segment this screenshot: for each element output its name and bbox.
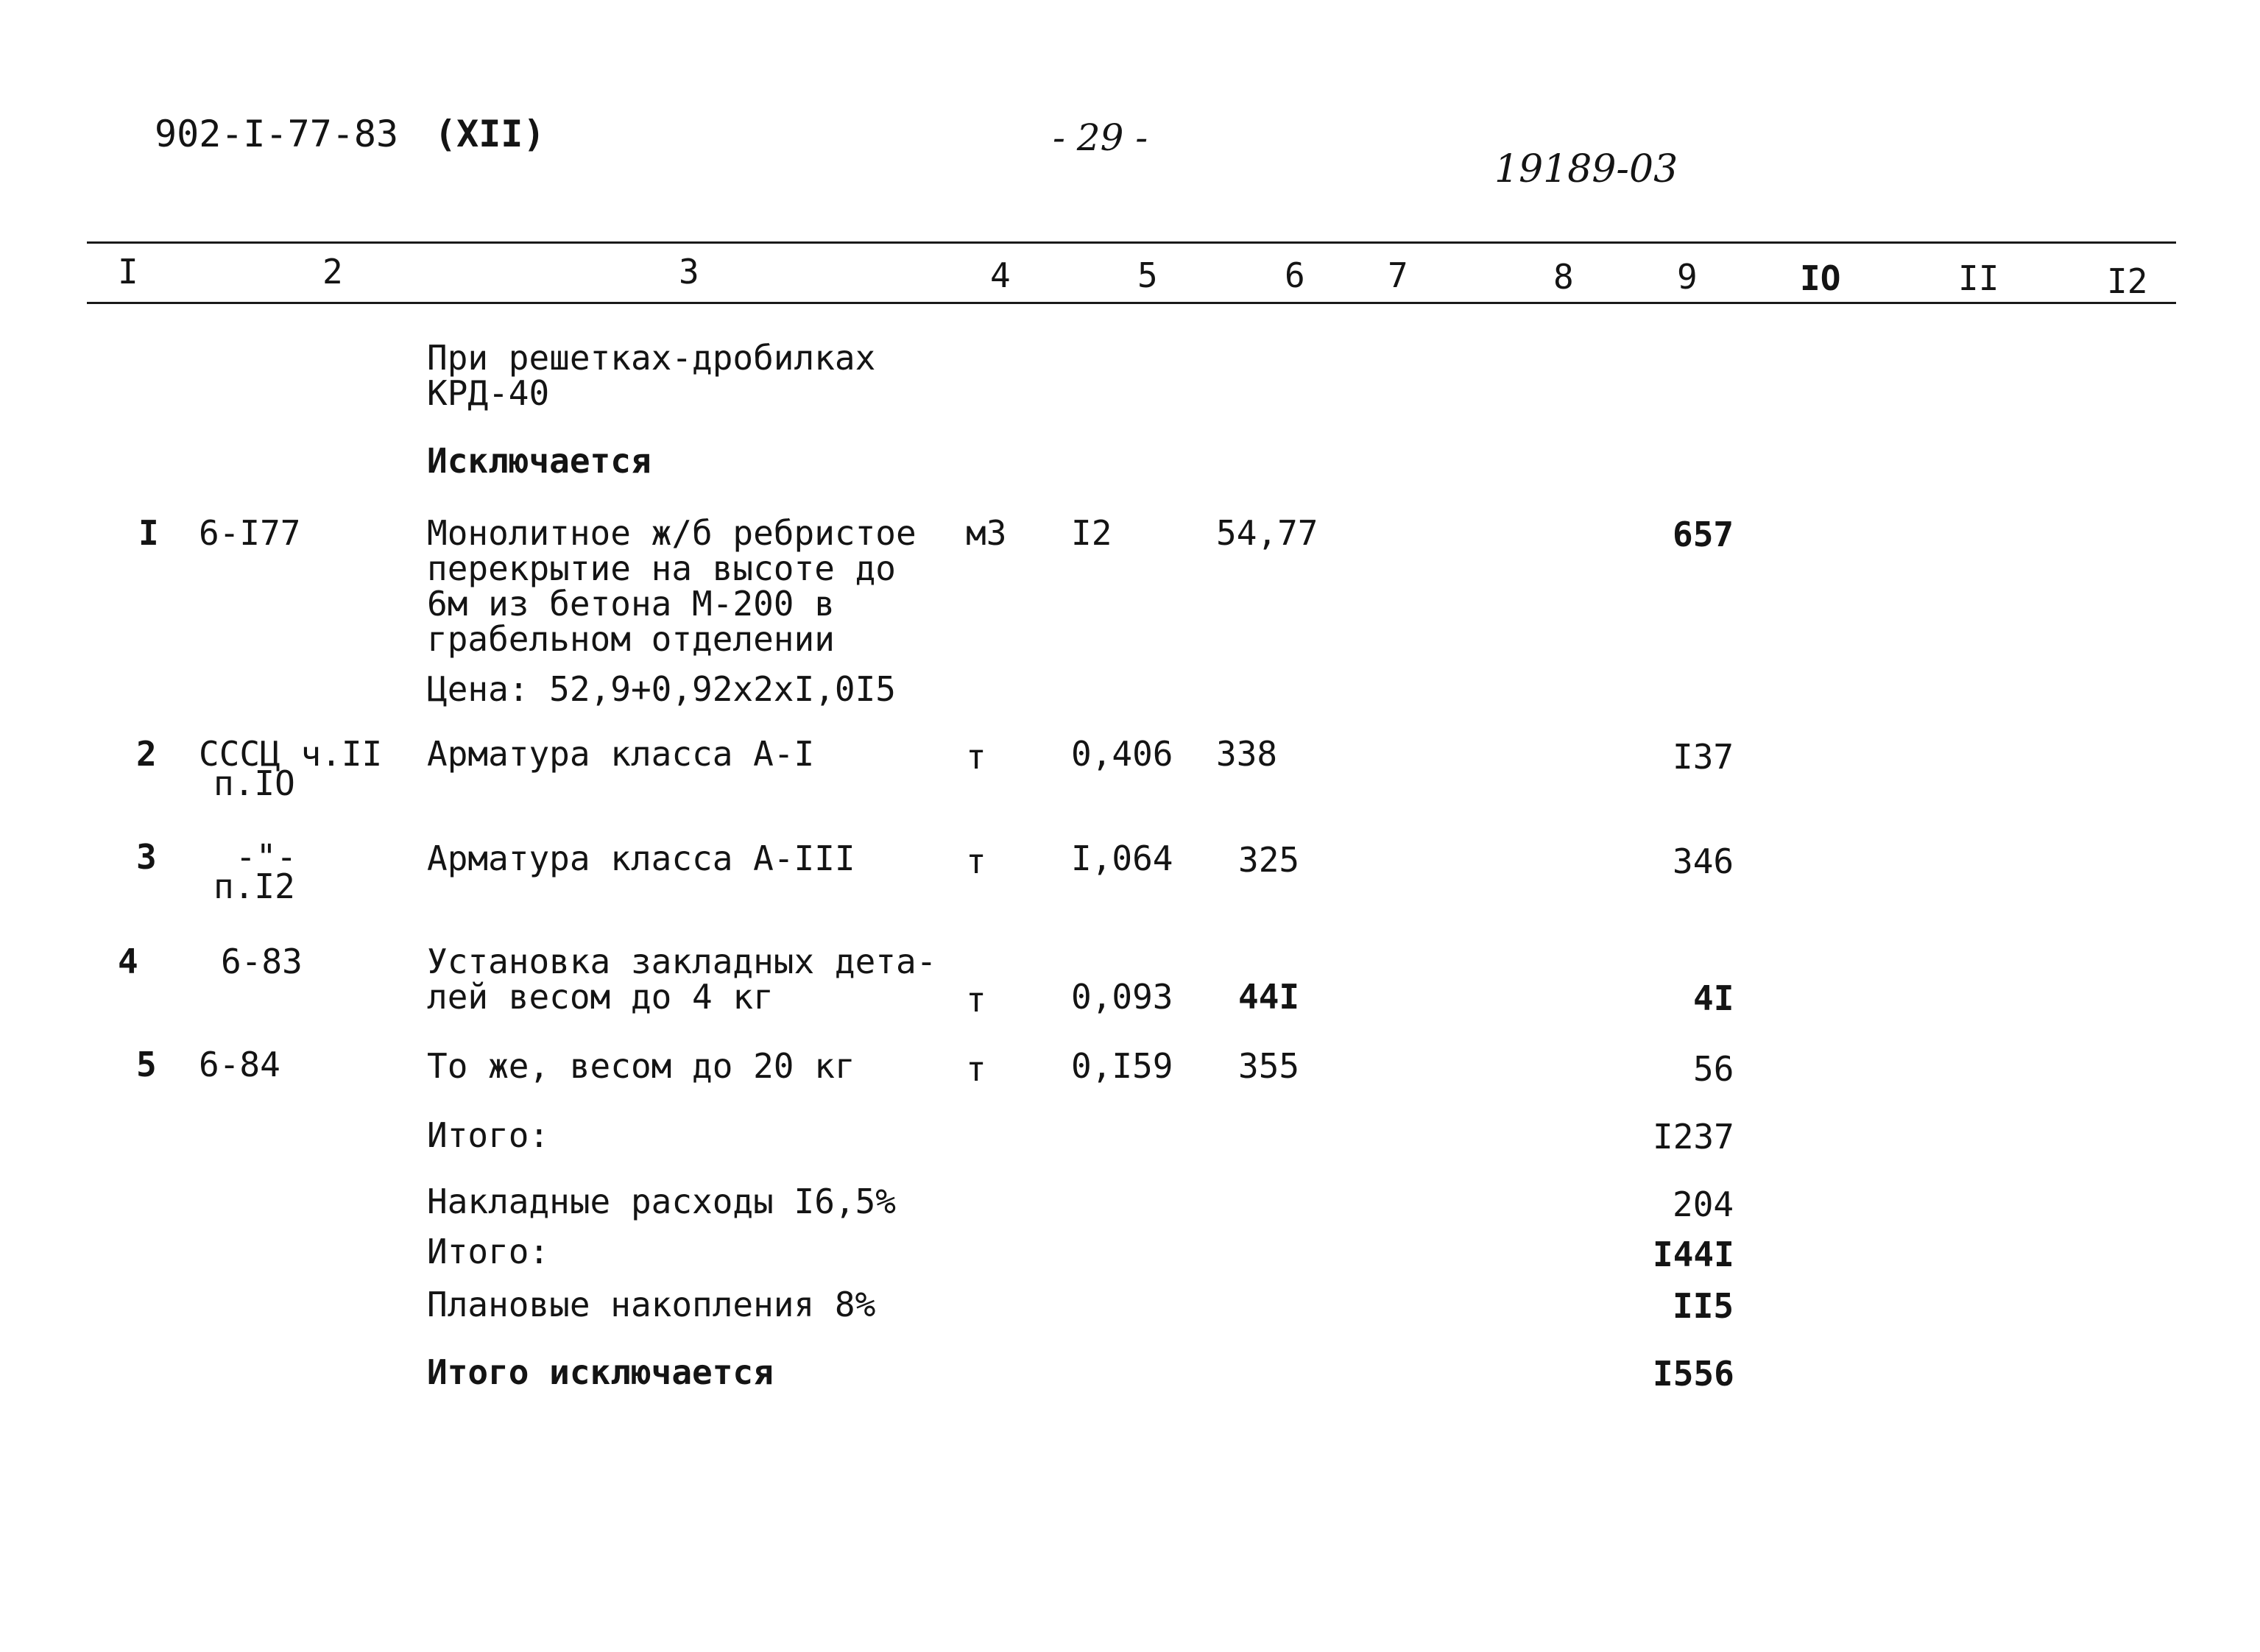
column-header: 2 [322, 252, 343, 292]
row-number: 5 [136, 1045, 157, 1084]
row-unit: м3 [966, 513, 1007, 553]
row-quantity: 0,I59 [1071, 1046, 1173, 1086]
row-unit: т [966, 737, 986, 777]
row-description: Арматура класса А-III [427, 839, 855, 878]
row-total: 56 [1693, 1049, 1734, 1089]
summary-value: 204 [1673, 1185, 1734, 1224]
description-line: перекрытие на высоте до [427, 548, 896, 588]
code-line: -"- [236, 837, 297, 877]
row-price: 355 [1238, 1046, 1300, 1086]
table-header-bottom-rule [87, 302, 2176, 304]
code-line: СССЦ ч.II [199, 734, 383, 774]
column-header: 7 [1388, 255, 1408, 295]
row-number: I [138, 513, 159, 553]
row-price: 325 [1238, 840, 1300, 880]
summary-value: II5 [1673, 1286, 1734, 1326]
row-price: 338 [1216, 734, 1278, 774]
row-unit: т [966, 980, 986, 1020]
summary-value: I44I [1653, 1235, 1734, 1274]
row-code [199, 736, 382, 801]
row-total: 4I [1693, 978, 1734, 1018]
section-heading-line: При решетках-дробилках [427, 338, 876, 378]
row-quantity: 0,406 [1071, 734, 1173, 774]
row-unit: т [966, 841, 986, 881]
description-line: Монолитное ж/б ребристое [427, 513, 917, 553]
row-code: 6-83 [221, 942, 303, 981]
row-description: Арматура класса А-I [427, 734, 815, 774]
summary-label: Накладные расходы I6,5% [427, 1182, 896, 1221]
column-header: 3 [679, 252, 699, 292]
price-note: Цена: 52,9+0,92х2хI,0I5 [427, 669, 896, 709]
row-number: 3 [136, 837, 157, 877]
document-code: 902-I-77-83 [155, 113, 399, 155]
column-header: 9 [1677, 257, 1698, 297]
summary-label: Итого исключается [427, 1352, 774, 1392]
row-description: То же, весом до 20 кг [427, 1046, 855, 1086]
row-number: 4 [118, 942, 138, 981]
row-quantity: I2 [1071, 513, 1112, 553]
page-number: - 29 - [1053, 116, 1148, 159]
row-unit: т [966, 1049, 986, 1089]
row-price: 54,77 [1216, 513, 1318, 553]
summary-label: Итого: [427, 1232, 550, 1271]
row-description [427, 942, 937, 1017]
column-header: I2 [2107, 261, 2148, 301]
section-label: (XII) [434, 113, 545, 155]
column-header: 5 [1137, 255, 1158, 295]
description-line: лей весом до 4 кг [427, 977, 774, 1017]
summary-label: Итого: [427, 1115, 550, 1155]
code-line: п.IO [213, 763, 295, 803]
row-total: 657 [1673, 515, 1734, 554]
row-price: 44I [1238, 977, 1300, 1017]
column-header: 6 [1285, 255, 1305, 295]
description-line: 6м из бетона М-200 в [427, 584, 835, 624]
row-quantity: 0,093 [1071, 977, 1173, 1017]
excluded-label: Исключается [427, 441, 651, 481]
summary-label: Плановые накопления 8% [427, 1285, 876, 1324]
row-description [427, 515, 917, 657]
row-code [213, 839, 297, 904]
description-line: грабельном отделении [427, 619, 835, 659]
column-header: II [1958, 258, 1999, 298]
row-number: 2 [136, 734, 157, 774]
row-code: 6-84 [199, 1045, 280, 1084]
description-line: Установка закладных дета- [427, 942, 937, 981]
section-heading [427, 340, 875, 411]
table-top-rule [87, 241, 2176, 244]
column-header: 4 [990, 255, 1011, 295]
row-total: 346 [1673, 841, 1734, 881]
row-total: I37 [1673, 737, 1734, 777]
column-header: IO [1800, 258, 1841, 298]
row-quantity: I,064 [1071, 839, 1173, 878]
column-header: I [118, 252, 138, 292]
stamp-number: 19189-03 [1494, 147, 1678, 191]
summary-value: I237 [1653, 1117, 1734, 1157]
summary-value: I556 [1653, 1354, 1734, 1394]
column-header: 8 [1553, 257, 1574, 297]
row-code: 6-I77 [199, 513, 301, 553]
section-heading-line: КРД-40 [427, 373, 550, 413]
code-line: п.I2 [213, 866, 295, 906]
